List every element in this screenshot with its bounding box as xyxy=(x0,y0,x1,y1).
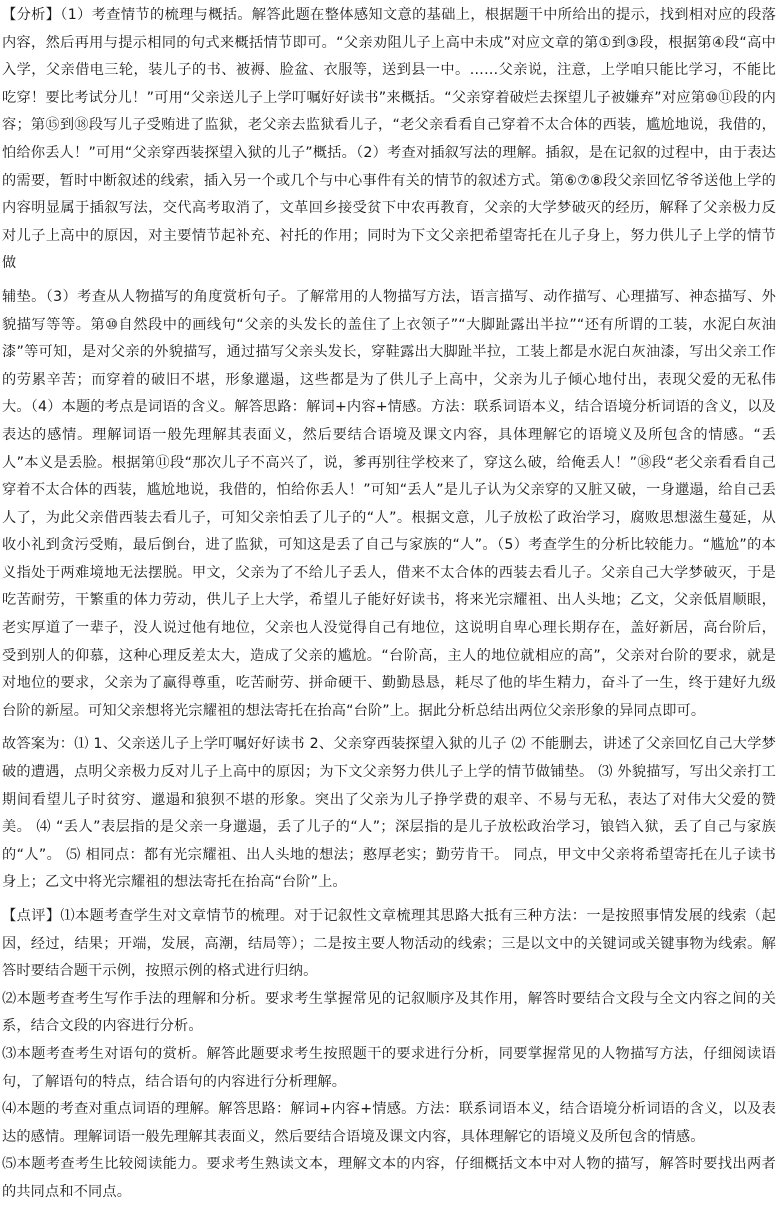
analysis-paragraph-1: 【分析】（1）考查情节的梳理与概括。解答此题在整体感知文意的基础上，根据题干中所给出的提示，找到相对应的段落内容，然后再用与提示相同的句式来概括情节即可。“父亲劝阻儿子上高中未成”对应文章的第①到③段，根据第④段“高中入学，父亲借电三轮，装儿子的书、被褥、脸盆、衣服等，送到县一中。……父亲说，注意，上学咱只能比学习，不能比吃穿！要比考试分儿！”可用“父亲送儿子上学叮嘱好好读书”来概括。“父亲穿着破烂去探望儿子被嫌弃”对应第⑩⑪段的内容；第⑮到⑱段写儿子受贿进了监狱，老父亲去监狱看儿子，“老父亲看看自己穿着不太合体的西装，尴尬地说，我借的，怕给你丢人！”可用“父亲穿西装探望入狱的儿子”概括。（2）考查对插叙写法的理解。插叙，是在记叙的过程中，由于表达的需要，暂时中断叙述的线索，插入另一个或几个与中心事件有关的情节的叙述方式。第⑥⑦⑧段父亲回忆爷爷送他上学的内容明显属于插叙写法，交代高考取消了，文革回乡接受贫下中农再教育，父亲的大学梦破灭的经历，解释了父亲极力反对儿子上高中的原因，对主要情节起补充、衬托的作用；同时为下文父亲把希望寄托在儿子身上，努力供儿子上学的情节做 xyxy=(2,7,776,272)
answer-paragraph: 故答案为：⑴ 1、父亲送儿子上学叮嘱好好读书 2、父亲穿西装探望入狱的儿子 ⑵ 不能删去，讲述了父亲回忆自己大学梦破的遭遇，点明父亲极力反对儿子上高中的原因；为下文父亲努力供儿子上学的情节做铺垫。 ⑶ 外貌描写，写出父亲打工期间看望儿子时贫穷、邋遢和狼狈不堪的形象。突出了父亲为儿子挣学费的艰辛、不易与无私，表达了对伟大父爱的赞美。 ⑷ “丢人”表层指的是父亲一身邋遢，丢了儿子的“人”；深层指的是儿子放松政治学习，锒铛入狱，丢了自己与家族的“人”。 ⑸ 相同点：都有光宗耀祖、出人头地的想法；憨厚老实；勤劳肯干。 同点，甲文中父亲将希望寄托在儿子读书身上；乙文中将光宗耀祖的想法寄托在抬高“台阶”上。 xyxy=(2,736,776,891)
comment-section xyxy=(2,903,776,1207)
comment-paragraph-2: ⑵本题考查考生写作手法的理解和分析。要求考生掌握常见的记叙顺序及其作用，解答时要结合文段与全文内容之间的关系，结合文段的内容进行分析。 xyxy=(2,990,776,1035)
comment-paragraph-3: ⑶本题考查考生对语句的赏析。解答此题要求考生按照题干的要求进行分析，同要掌握常见的人物描写方法，仔细阅读语句，了解语句的特点，结合语句的内容进行分析理解。 xyxy=(2,1045,776,1090)
analysis-paragraph-2: 辅垫。（3）考查从人物描写的角度赏析句子。了解常用的人物描写方法，语言描写、动作描写、心理描写、神态描写、外貌描写等等。第⑩自然段中的画线句“父亲的头发长的盖住了上衣领子”“大脚趾露出半拉”“还有所谓的工装，水泥白灰油漆”等可知，是对父亲的外貌描写，通过描写父亲头发长，穿鞋露出大脚趾半拉，工装上都是水泥白灰油漆，写出父亲工作的劳累辛苦；而穿着的破旧不堪，形象邋遢，这些都是为了供儿子上高中，父亲为儿子倾心地付出，表现父爱的无私伟大。（4）本题的考点是词语的含义。解答思路：解词+内容+情感。方法：联系词语本义，结合语境分析词语的含义，以及表达的感情。理解词语一般先理解其表面义，然后要结合语境及课文内容，具体理解它的语境义及所包含的情感。“丢人”本义是丢脸。根据第⑪段“那次儿子不高兴了，说，爹再别往学校来了，穿这么破，给俺丢人！”⑱段“老父亲看看自己穿着不太合体的西装，尴尬地说，我借的，怕给你丢人！”可知“丢人”是儿子认为父亲穿的又脏又破，一身邋遢，给自己丢人了，为此父亲借西装去看儿子，可知父亲怕丢了儿子的“人”。根据文意，儿子放松了政治学习，腐败思想滋生蔓延，从收小礼到贪污受贿，最后倒台，进了监狱，可知这是丢了自己与家族的“人”。（5）考查学生的分析比较能力。“尴尬”的本义指处于两难境地无法摆脱。甲文，父亲为了不给儿子丢人，借来不太合体的西装去看儿子。父亲自己大学梦破灭，于是吃苦耐劳，干繁重的体力劳动，供儿子上大学，希望儿子能好好读书，将来光宗耀祖、出人头地；乙文，父亲低眉顺眼，老实厚道了一辈子，没人说过他有地位，父亲也人没觉得自己有地位，这说明自卑心理长期存在，盖好新居，高台阶后，受到别人的仰慕，这种心理反差太大，造成了父亲的尴尬。“台阶高，主人的地位就相应的高”，父亲对台阶的要求，就是对地位的要求，父亲为了赢得尊重，吃苦耐劳、拼命硬干、勤勤恳恳，耗尽了他的毕生精力，奋斗了一生，终于建好九级台阶的新屋。可知父亲想将光宗耀祖的想法寄托在抬高“台阶”上。据此分析总结出两位父亲形象的异同点即可。 xyxy=(2,288,776,719)
comment-paragraph-intro: 【点评】⑴本题考查学生对文章情节的梳理。对于记叙性文章梳理其思路大抵有三种方法：一是按照事情发展的线索（起因，经过，结果；开端，发展，高潮，结局等）；二是按主要人物活动的线索；三是以文中的关键词或关键事物为线索。解答时要结合题干示例，按照示例的格式进行归纳。 xyxy=(2,908,776,980)
comment-paragraph-5: ⑸本题考查考生比较阅读能力。要求考生熟读文本，理解文本的内容，仔细概括文本中对人物的描写，解答时要找出两者的共同点和不同点。 xyxy=(2,1156,776,1200)
comment-paragraph-4: ⑷本题的考查对重点词语的理解。解答思路：解词+内容+情感。方法：联系词语本义，结合语境分析词语的含义，以及表达的感情。理解词语一般先理解其表面义，然后要结合语境及课文内容，具体理解它的语境义及所包含的情感。 xyxy=(2,1101,776,1145)
